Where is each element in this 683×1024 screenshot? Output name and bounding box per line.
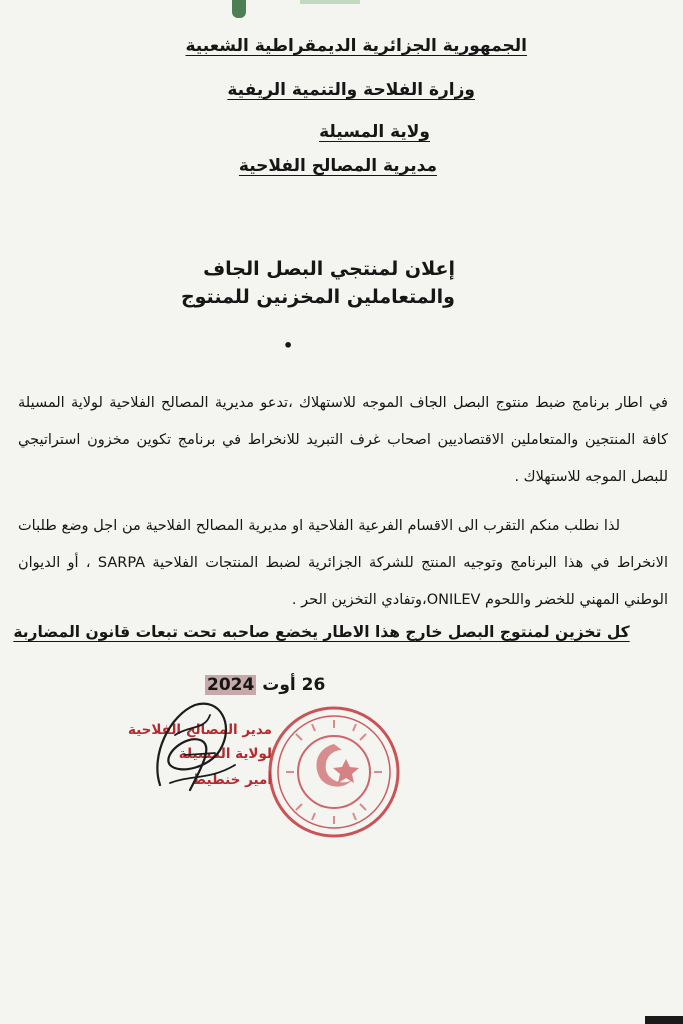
page-corner-mark — [645, 1016, 683, 1024]
signatory-title: مدير المصالح الفلاحية — [127, 722, 272, 738]
date-month: أوت — [262, 675, 296, 695]
ministry-name: وزارة الفلاحة والتنمية الريفية — [227, 80, 475, 100]
warning-text: كل تخزين لمنتوج البصل خارج هذا الاطار يخضع صاحبه تحت تبعات قانون المضاربة — [13, 623, 630, 641]
date-day: 26 — [301, 675, 326, 695]
directorate-name: مديرية المصالح الفلاحية — [238, 156, 437, 176]
signatory-name: أمير خنطيط — [192, 772, 272, 788]
date-year: 2024 — [207, 675, 255, 695]
title-line-2: والمتعاملين المخزنين للمنتوج — [180, 286, 455, 308]
warning-statement — [0, 622, 683, 641]
emblem-fragment — [232, 0, 246, 18]
province-name: ولاية المسيلة — [319, 122, 430, 142]
ink-mark: • — [283, 336, 294, 355]
title-line-1: إعلان لمنتجي البصل الجاف — [203, 258, 455, 280]
official-stamp — [266, 704, 402, 840]
paragraph-1: في اطار برنامج ضبط منتوج البصل الجاف الموجه للاستهلاك ،تدعو مديرية المصالح الفلاحية لولاية المسيلة كافة المنتجين والمتعاملين الاقتصاديين اصحاب غرف التبريد للانخراط في برنامج تكوين مخزون استراتيجي للبصل الموجه للاستهلاك . — [18, 395, 668, 485]
document-date — [205, 675, 325, 695]
signatory-province: لولاية المسيلة — [178, 746, 272, 762]
emblem-fragment-strip — [300, 0, 360, 4]
handwritten-signature — [140, 695, 250, 805]
paragraph-2: لذا نطلب منكم التقرب الى الاقسام الفرعية الفلاحية او مديرية المصالح الفلاحية من اجل وضع طلبات الانخراط في هذا البرنامج وتوجيه المنتج للشركة الجزائرية لضبط المنتجات الفلاحية SARPA ، أو الديوان الوطني المهني للخضر واللحوم ONILEV،وتفادي التخزين الحر . — [18, 518, 668, 608]
republic-name: الجمهورية الجزائرية الديمقراطية الشعبية — [185, 36, 527, 56]
